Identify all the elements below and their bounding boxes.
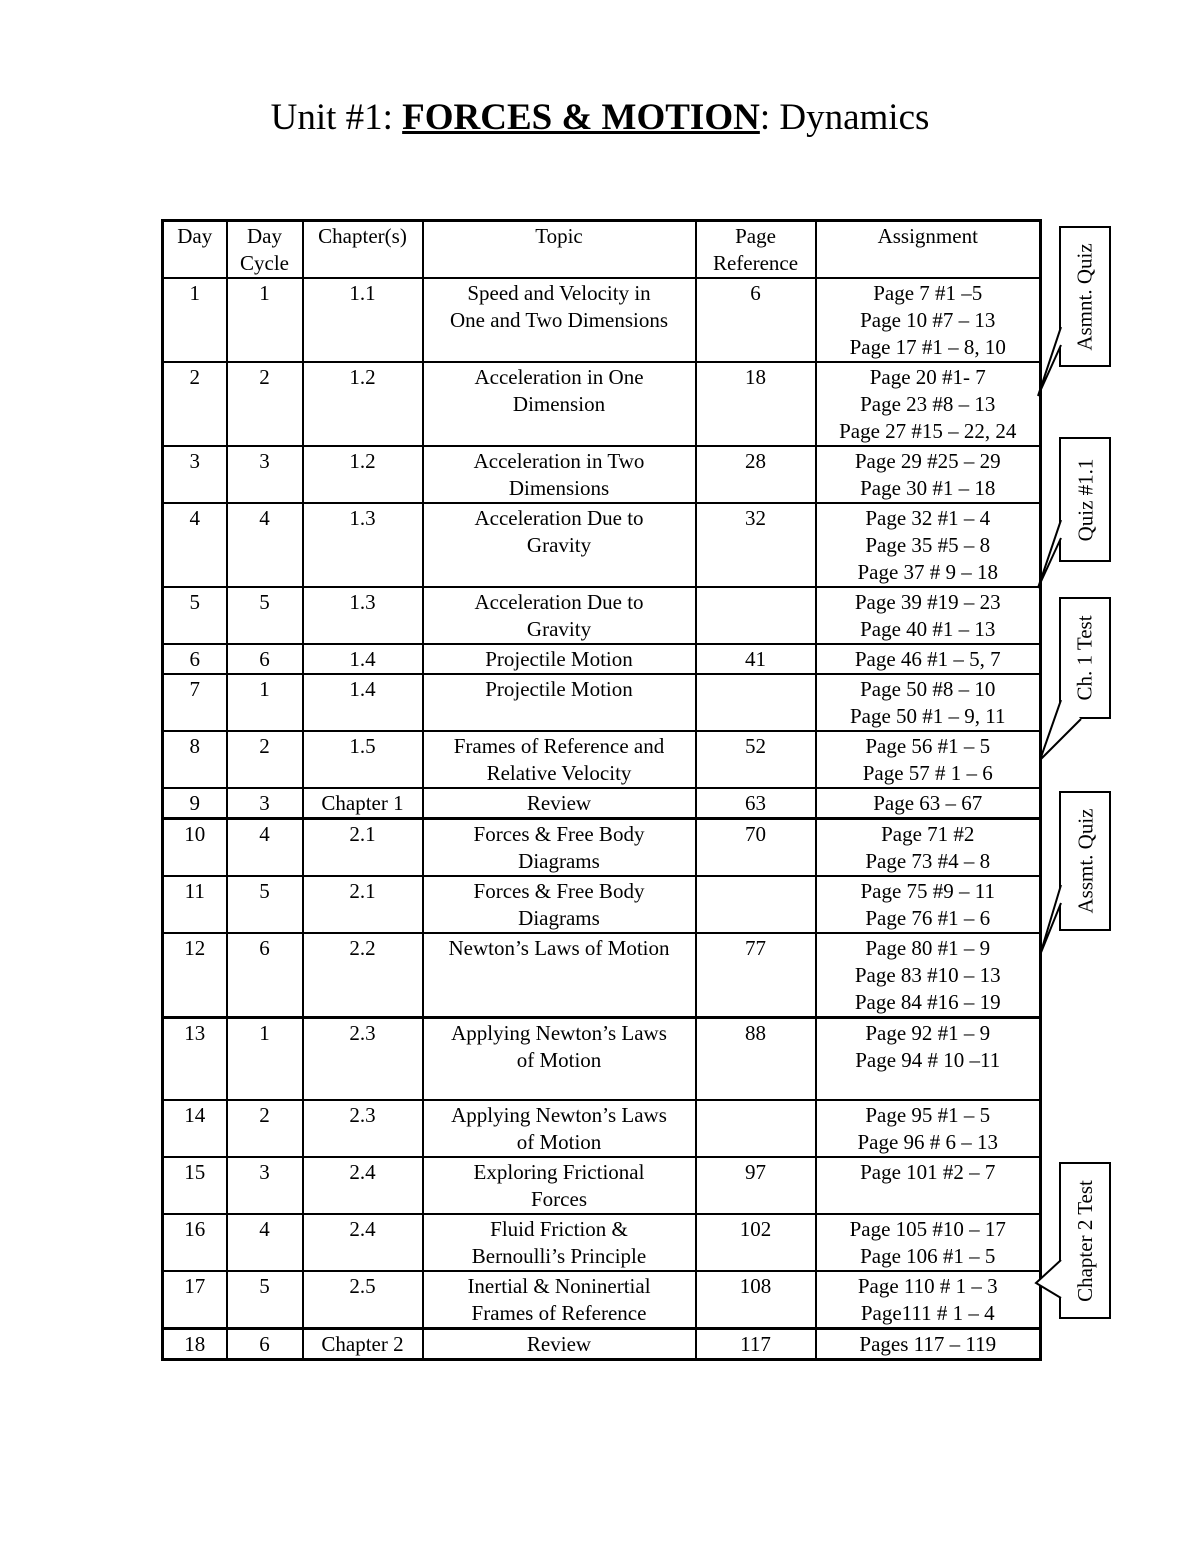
cell-day-text: 15	[184, 1159, 206, 1184]
cell-chapter-text: 1.3	[349, 590, 376, 614]
cell-day-cycle-text: 5	[259, 1273, 270, 1298]
cell-chapter-text: 1.4	[349, 677, 376, 701]
cell-day-text: 4	[189, 506, 200, 530]
cell-assignment-text: Page 94 # 10 –11	[855, 1048, 1001, 1072]
cell-assignment-text: Page 63 – 67	[873, 791, 983, 815]
cell-page-reference-text: 63	[745, 791, 766, 815]
cell-day-cycle-text: 5	[259, 879, 270, 903]
cell-topic-text: Acceleration in Two	[473, 449, 645, 473]
cell-topic-text: Acceleration Due to	[474, 590, 644, 614]
cell-assignment-text: Page 39 #19 – 23	[854, 590, 1001, 614]
cell-assignment-text: Page 84 #16 – 19	[854, 990, 1001, 1014]
cell-day-cycle-text: 4	[259, 1216, 270, 1241]
cell-page-reference-text: 32	[745, 506, 766, 530]
cell-topic-text: Newton’s Laws of Motion	[448, 936, 670, 960]
cell-page-reference-text: 77	[745, 936, 766, 960]
cell-assignment-text: Page 10 #7 – 13	[860, 308, 996, 332]
cell-assignment-text: Page 46 #1 – 5, 7	[854, 647, 1001, 671]
cell-topic-text: Applying Newton’s Laws	[451, 1102, 667, 1127]
cell-chapter-text: 2.3	[349, 1102, 376, 1127]
cell-day-text: 3	[189, 449, 200, 473]
cell-assignment-text: Page 40 #1 – 13	[860, 617, 996, 641]
callout-pointer	[1038, 327, 1061, 396]
cell-topic-text: Speed and Velocity in	[467, 281, 651, 305]
cell-day-text: 12	[184, 936, 206, 960]
cell-topic-text: Exploring Frictional	[473, 1159, 645, 1184]
header-day: Day	[163, 221, 227, 279]
cell-topic-text: Forces & Free Body	[473, 879, 645, 903]
cell-assignment-text: Page 32 #1 – 4	[865, 506, 991, 530]
cell-day-cycle-text: 3	[259, 791, 270, 815]
cell-day-cycle-text: 4	[259, 822, 270, 846]
cell-chapter-text: Chapter 1	[321, 791, 404, 815]
cell-topic-text: Bernoulli’s Principle	[471, 1243, 647, 1268]
cell-assignment-text: Page 17 #1 – 8, 10	[849, 335, 1006, 359]
cell-topic-text: Forces	[531, 1186, 587, 1211]
cell-day-text: 8	[189, 734, 200, 758]
callout-pointer	[1040, 700, 1081, 760]
cell-day-text: 16	[184, 1216, 206, 1241]
cell-chapter-text: 2.5	[349, 1273, 376, 1298]
callout-chapter-2-test: Chapter 2 Test	[1059, 1162, 1111, 1319]
cell-chapter-text: 1.3	[349, 506, 376, 530]
cell-day-cycle-text: 6	[259, 1331, 270, 1356]
cell-topic-text: Frames of Reference	[471, 1300, 647, 1325]
cell-page-reference-text: 18	[745, 365, 766, 389]
title-prefix: Unit #1:	[270, 97, 403, 138]
cell-day-text: 10	[184, 822, 206, 846]
cell-assignment-text: Page 56 #1 – 5	[865, 734, 991, 758]
cell-topic-text: of Motion	[516, 1048, 602, 1072]
cell-assignment-text: Page 73 #4 – 8	[865, 849, 991, 873]
cell-page-reference-text: 117	[740, 1331, 771, 1356]
cell-assignment-text: Page 92 #1 – 9	[865, 1021, 991, 1045]
cell-assignment-text: Page 106 #1 – 5	[860, 1243, 996, 1268]
callout-ch1-test: Ch. 1 Test	[1059, 597, 1111, 719]
cell-topic-text: Projectile Motion	[485, 677, 633, 701]
cell-topic-text: Dimensions	[508, 476, 610, 500]
cell-assignment-text: Page 50 #8 – 10	[860, 677, 996, 701]
cell-topic-text: Forces & Free Body	[473, 822, 645, 846]
title-main: FORCES & MOTION	[402, 97, 760, 138]
cell-topic-text: Projectile Motion	[485, 647, 633, 671]
cell-chapter-text: 1.4	[349, 647, 376, 671]
cell-day-text: 17	[184, 1273, 206, 1298]
cell-day-cycle-text: 2	[259, 734, 270, 758]
cell-chapter-text: 2.3	[349, 1021, 376, 1045]
cell-assignment-text: Page 101 #2 – 7	[860, 1159, 996, 1184]
cell-chapter-text: 2.1	[349, 822, 376, 846]
cell-topic-text: Review	[526, 791, 592, 815]
cell-topic-text: Review	[526, 1331, 592, 1356]
cell-assignment-text: Page 80 #1 – 9	[865, 936, 991, 960]
cell-day-cycle-text: 1	[259, 1021, 270, 1045]
cell-day-cycle-text: 5	[259, 590, 270, 614]
cell-page-reference-text: 70	[745, 822, 766, 846]
cell-assignment-text: Page 95 #1 – 5	[865, 1102, 991, 1127]
cell-chapter-text: Chapter 2	[321, 1331, 404, 1356]
cell-topic-text: One and Two Dimensions	[449, 308, 669, 332]
cell-day-text: 5	[189, 590, 200, 614]
cell-page-reference-text: 88	[745, 1021, 766, 1045]
header-day-cycle: Day Cycle	[227, 221, 303, 279]
cell-day-cycle-text: 4	[259, 506, 270, 530]
cell-page-reference-text: 97	[745, 1159, 766, 1184]
cell-day-cycle-text: 2	[259, 1102, 270, 1127]
cell-day-text: 9	[189, 791, 200, 815]
cell-day-text: 14	[184, 1102, 206, 1127]
cell-assignment-text: Pages 117 – 119	[859, 1331, 997, 1356]
cell-assignment-text: Page 7 #1 –5	[873, 281, 983, 305]
cell-chapter-text: 2.4	[349, 1216, 376, 1241]
cell-page-reference-text: 28	[745, 449, 766, 473]
cell-day-text: 13	[184, 1021, 206, 1045]
cell-topic-text: Applying Newton’s Laws	[451, 1021, 667, 1045]
cell-day-text: 18	[184, 1331, 206, 1356]
cell-day-cycle-text: 6	[259, 647, 270, 671]
cell-topic-text: Gravity	[526, 617, 592, 641]
cell-assignment-text: Page 27 #15 – 22, 24	[839, 419, 1017, 443]
header-assignment: Assignment	[816, 221, 1041, 279]
cell-day-text: 2	[189, 365, 200, 389]
cell-topic-text: Diagrams	[518, 906, 600, 930]
cell-day-text: 1	[189, 281, 200, 305]
cell-topic-text: of Motion	[516, 1129, 602, 1154]
callout-pointer	[1036, 1260, 1061, 1298]
cell-topic-text: Inertial & Noninertial	[467, 1273, 651, 1298]
cell-page-reference-text: 108	[739, 1273, 772, 1298]
cell-topic-text: Acceleration Due to	[474, 506, 644, 530]
cell-chapter-text: 2.1	[349, 879, 376, 903]
cell-day-cycle-text: 1	[259, 281, 270, 305]
cell-chapter-text: 1.1	[349, 281, 376, 305]
cell-assignment-text: Page 29 #25 – 29	[854, 449, 1001, 473]
cell-topic-text: Gravity	[526, 533, 592, 557]
cell-assignment-text: Page 50 #1 – 9, 11	[849, 704, 1006, 728]
cell-chapter-text: 1.2	[349, 449, 376, 473]
cell-topic-text: Fluid Friction &	[490, 1216, 628, 1241]
cell-day-cycle-text: 6	[259, 936, 270, 960]
header-chapters: Chapter(s)	[303, 221, 423, 279]
cell-topic-text: Acceleration in One	[474, 365, 644, 389]
cell-assignment-text: Page 105 #10 – 17	[849, 1216, 1006, 1241]
callout-pointer	[1038, 520, 1061, 588]
cell-day-cycle-text: 3	[259, 449, 270, 473]
callout-assmt-quiz: Assmt. Quiz	[1059, 791, 1111, 931]
cell-assignment-text: Page 23 #8 – 13	[860, 392, 996, 416]
cell-day-cycle-text: 3	[259, 1159, 270, 1184]
cell-page-reference-text: 41	[745, 647, 766, 671]
cell-assignment-text: Page 20 #1- 7	[869, 365, 986, 389]
title-suffix: : Dynamics	[759, 97, 930, 138]
callout-asmnt-quiz: Asmnt. Quiz	[1059, 226, 1111, 367]
cell-page-reference-text: 102	[739, 1216, 772, 1241]
cell-chapter-text: 2.4	[349, 1159, 376, 1184]
cell-assignment-text: Page111 # 1 – 4	[860, 1300, 995, 1325]
cell-assignment-text: Page 37 # 9 – 18	[857, 560, 999, 584]
cell-chapter-text: 1.5	[349, 734, 376, 758]
cell-assignment-text: Page 110 # 1 – 3	[857, 1273, 998, 1298]
cell-assignment-text: Page 71 #2	[881, 822, 975, 846]
cell-day-cycle-text: 2	[259, 365, 270, 389]
callout-quiz-1-1: Quiz #1.1	[1059, 437, 1111, 562]
header-page-reference: Page Reference	[696, 221, 816, 279]
cell-assignment-text: Page 83 #10 – 13	[854, 963, 1001, 987]
cell-assignment-text: Page 76 #1 – 6	[865, 906, 991, 930]
cell-chapter-text: 2.2	[349, 936, 376, 960]
cell-day-cycle-text: 1	[259, 677, 270, 701]
cell-day-text: 7	[189, 677, 200, 701]
cell-topic-text: Dimension	[512, 392, 606, 416]
cell-topic-text: Frames of Reference and	[453, 734, 665, 758]
header-topic: Topic	[423, 221, 696, 279]
cell-topic-text: Relative Velocity	[486, 761, 632, 785]
cell-day-text: 11	[184, 879, 205, 903]
cell-assignment-text: Page 96 # 6 – 13	[857, 1129, 999, 1154]
cell-assignment-text: Page 30 #1 – 18	[860, 476, 996, 500]
cell-assignment-text: Page 35 #5 – 8	[865, 533, 991, 557]
cell-assignment-text: Page 75 #9 – 11	[860, 879, 996, 903]
cell-topic-text: Diagrams	[518, 849, 600, 873]
cell-chapter-text: 1.2	[349, 365, 376, 389]
cell-page-reference-text: 52	[745, 734, 766, 758]
cell-page-reference-text: 6	[750, 281, 761, 305]
cell-day-text: 6	[189, 647, 200, 671]
callout-pointer	[1040, 885, 1061, 955]
cell-assignment-text: Page 57 # 1 – 6	[862, 761, 993, 785]
